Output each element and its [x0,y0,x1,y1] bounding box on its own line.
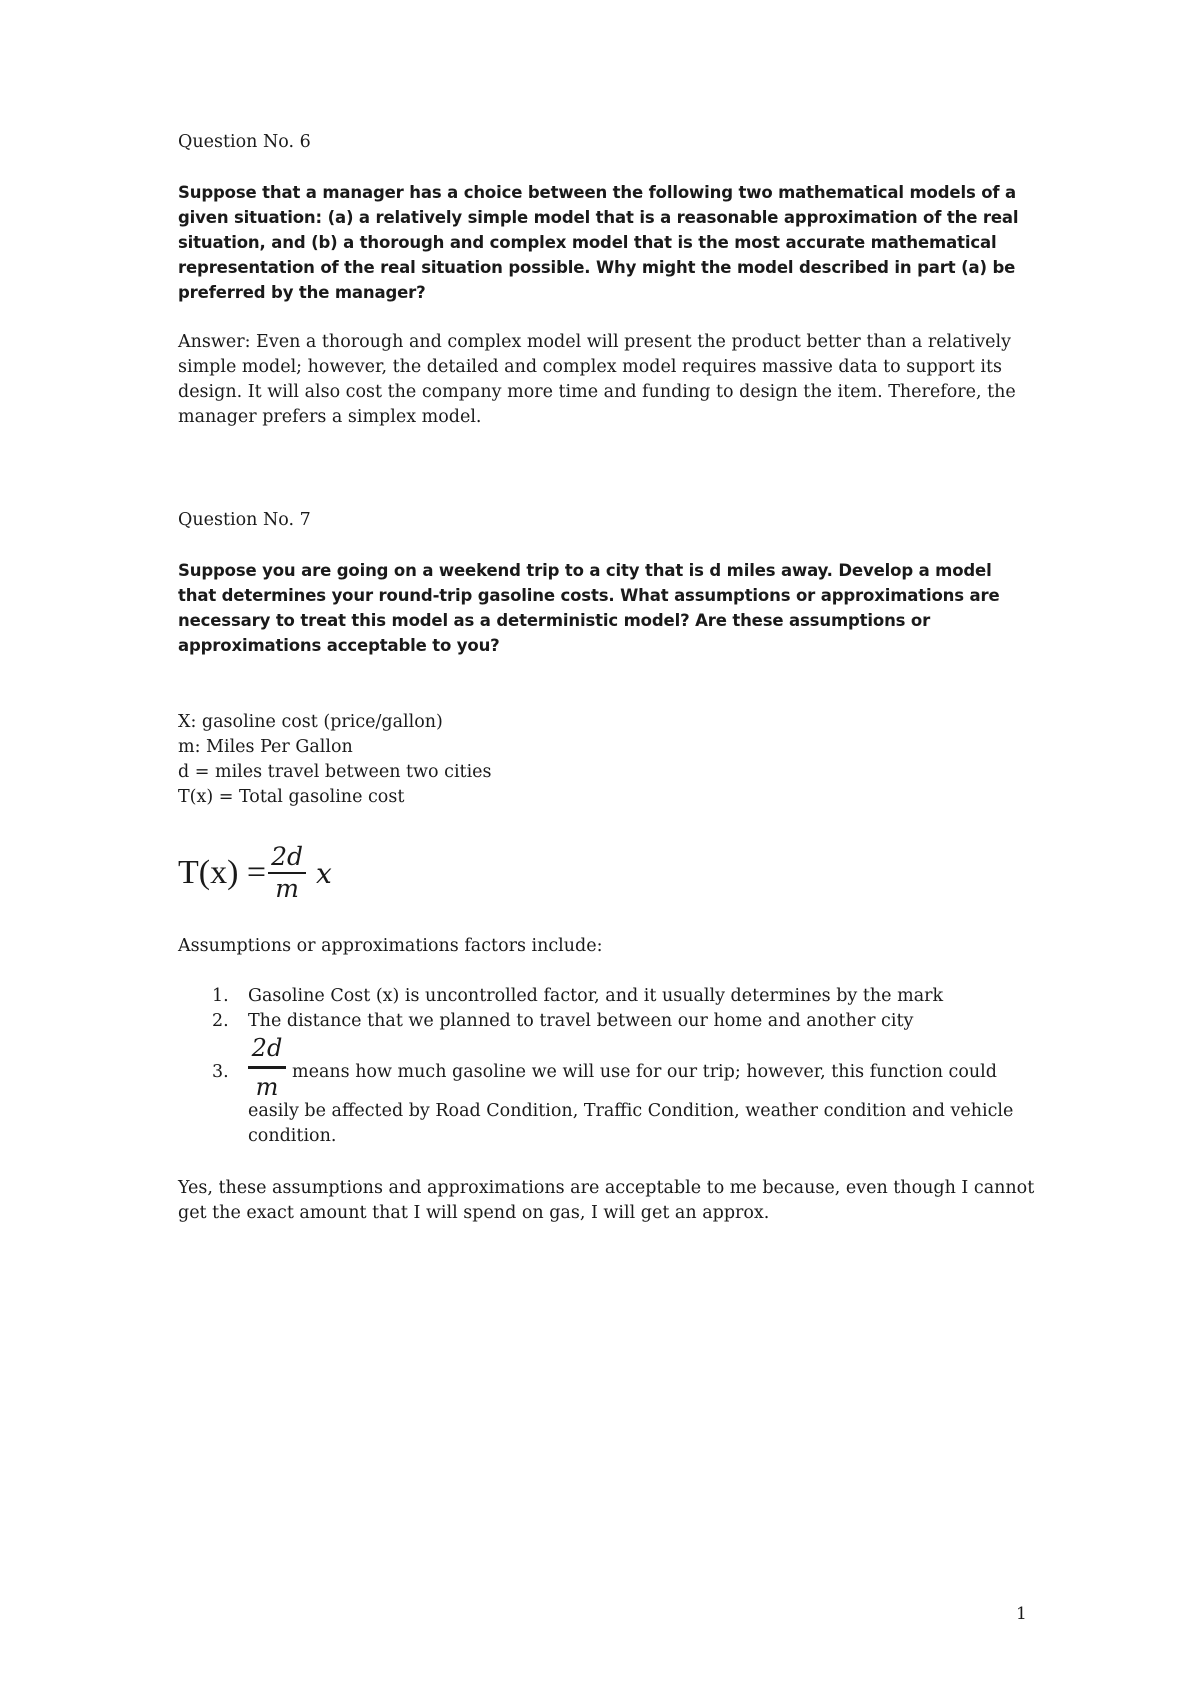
page-number: 1 [1016,1604,1027,1624]
formula-variable: x [316,856,332,890]
formula-numerator: 2d [271,842,304,871]
question-7-text: Suppose you are going on a weekend trip to a city that is d miles away. Develop a model that determines your round-trip gasoline costs. What assumptions or approximations are necessary to treat this model as a deterministic model? Are these assumptions or approximations acceptable to you? [178,561,1000,655]
formula-fraction [268,842,306,904]
list-item-fraction: 2d m [248,1034,286,1101]
question-6-text: Suppose that a manager has a choice between the following two mathematical models of a given situation: (a) a relatively simple model that is a reasonable approximation of the real situation, and (b) a thorough and complex model that is the most accurate mathematical representation of the real situation possible. Why might the model described in part (a) be preferred by the manager? [178,183,1019,302]
question-6-heading: Question No. 6 [178,132,311,152]
assumptions-intro: Assumptions or approximations factors include: [178,936,603,956]
formula-lhs: T(x) = [178,854,267,891]
document-page: Question No. 6 Suppose that a manager has a choice between the following two mathematical models of a given situation: (a) a relatively simple model that is a reasonable approximation of the real situation, and (b) a thorough and complex model that is the most accurate mathematical representation of the real situation possible. Why might the model described in part (a) be preferred by the manager? Answer: Even a thorough and complex model will present the product better than a relatively simple model; however, the detailed and complex model requires massive data to support its design. It will also cost the company more time and funding to design the item. Therefore, the manager prefers a simplex model. Question No. 7 Suppose you are going on a weekend trip to a city that is d miles away. Develop a model that determines your round-trip gasoline costs. What assumptions or approximations are necessary to treat this model as a deterministic model? Are these assumptions or approximations acceptable to you? X: gasoline cost (price/gallon) m: Miles Per Gallon d = miles travel between two cities T(x) = Total gasoline cost T(x) = $\frac{2d}{m}$ x Assumptions or approximations factors include: 1. Gasoline Cost (x) is uncontrolled factor, and it usually determines by the mark 2. The distance that we planned to travel between our home and another city 2d m 3. means how much gasoline we will use for our trip; however, this function could easily be affected by Road Condition, Traffic Condition, weather condition and vehicle condition. Yes, these assumptions and approximations are acceptable to me because, even though I cannot get the exact amount that I will spend on gas, I will get an approx. 1 [0,0,1200,1696]
question-6-answer: Answer: Even a thorough and complex model will present the product better than a relatively simple model; however, the detailed and complex model requires massive data to support its design. It will also cost the company more time and funding to design the item. Therefore, the manager prefers a simplex model. [178,332,1016,427]
question-7-heading: Question No. 7 [178,510,311,530]
total-cost-formula [178,832,332,914]
conclusion: Yes, these assumptions and approximations are acceptable to me because, even though I cannot get the exact amount that I will spend on gas, I will get an approx. [178,1178,1035,1223]
variable-definitions: X: gasoline cost (price/gallon) m: Miles Per Gallon d = miles travel between two cities T(x) = Total gasoline cost [178,712,492,807]
formula-denominator: m [275,874,299,903]
